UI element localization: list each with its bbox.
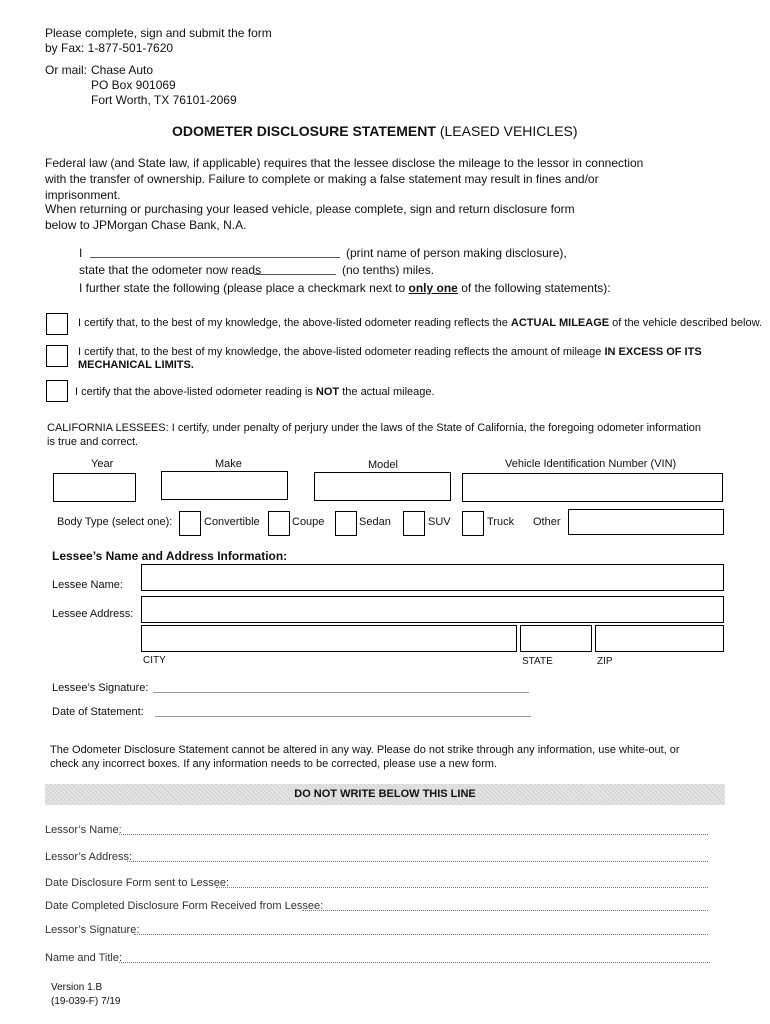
mail-city: Fort Worth, TX 76101-2069 bbox=[91, 93, 237, 107]
certify-excess-bold: IN EXCESS OF ITS MECHANICAL LIMITS. bbox=[78, 346, 702, 371]
print-name-label: (print name of person making disclosure), bbox=[346, 246, 567, 260]
further-post: of the following statements): bbox=[461, 281, 611, 295]
certify-actual-pre: I certify that, to the best of my knowledge, the above-listed odometer reading reflects the bbox=[78, 317, 508, 329]
page-title bbox=[172, 123, 578, 139]
lessee-address-input[interactable] bbox=[141, 596, 724, 623]
mail-label: Or mail: bbox=[45, 63, 87, 77]
lessor-signature-line[interactable] bbox=[134, 934, 708, 935]
date-of-statement-line[interactable] bbox=[155, 716, 531, 717]
lessee-heading: Lessee’s Name and Address Information: bbox=[52, 549, 288, 563]
certify-excess-checkbox[interactable] bbox=[46, 345, 68, 367]
form-code: (19-039-F) 7/19 bbox=[51, 996, 121, 1007]
lessor-signature-label: Lessor’s Signature: bbox=[45, 924, 140, 936]
lessee-zip-input[interactable] bbox=[595, 625, 724, 652]
lessee-name-label: Lessee Name: bbox=[52, 579, 123, 591]
lessor-address-line[interactable] bbox=[127, 861, 708, 862]
make-input[interactable] bbox=[161, 471, 288, 500]
coupe-checkbox[interactable] bbox=[268, 511, 290, 536]
lessee-signature-line[interactable] bbox=[153, 692, 529, 693]
further-state-text bbox=[79, 281, 611, 295]
sedan-checkbox[interactable] bbox=[335, 511, 357, 536]
coupe-label: Coupe bbox=[292, 516, 325, 528]
zip-label: ZIP bbox=[597, 656, 613, 667]
other-input[interactable] bbox=[568, 509, 724, 535]
model-label: Model bbox=[368, 459, 398, 471]
lessor-name-line[interactable] bbox=[119, 834, 708, 835]
odometer-post-text: (no tenths) miles. bbox=[342, 263, 435, 277]
model-input[interactable] bbox=[314, 472, 451, 501]
lessee-state-input[interactable] bbox=[520, 625, 592, 652]
certify-actual-post: of the vehicle described below. bbox=[612, 317, 762, 329]
date-received-label: Date Completed Disclosure Form Received from Lessee: bbox=[45, 900, 324, 912]
lessor-address-label: Lessor’s Address: bbox=[45, 851, 133, 863]
date-of-statement-label: Date of Statement: bbox=[52, 706, 144, 718]
further-emphasis: only one bbox=[408, 281, 458, 295]
city-label: CITY bbox=[143, 655, 166, 666]
truck-label: Truck bbox=[487, 516, 515, 528]
certify-not-actual-pre: I certify that the above-listed odometer reading is bbox=[75, 386, 313, 398]
version-label: Version 1.B bbox=[51, 982, 103, 993]
mail-name: Chase Auto bbox=[91, 63, 154, 77]
do-not-write-label: DO NOT WRITE BELOW THIS LINE bbox=[294, 788, 476, 800]
name-title-label: Name and Title: bbox=[45, 952, 123, 964]
date-sent-line[interactable] bbox=[216, 887, 708, 888]
suv-checkbox[interactable] bbox=[403, 511, 425, 536]
federal-law-text: Federal law (and State law, if applicable) requires that the lessee disclose the mileage to the lessor in connection with the transfer of ownership. Failure to complete or making a false statement may result in fines and/or imprisonment. bbox=[45, 156, 644, 202]
print-name-line[interactable] bbox=[90, 257, 340, 258]
odometer-pre-text: state that the odometer now reads bbox=[79, 263, 262, 277]
certify-actual-text bbox=[78, 317, 762, 329]
date-sent-label: Date Disclosure Form sent to Lessee: bbox=[45, 877, 230, 889]
mail-po-box: PO Box 901069 bbox=[91, 78, 176, 92]
fax-number: by Fax: 1-877-501-7620 bbox=[45, 41, 174, 55]
make-label: Make bbox=[215, 458, 242, 470]
date-received-line[interactable] bbox=[302, 910, 708, 911]
vin-label: Vehicle Identification Number (VIN) bbox=[505, 458, 677, 470]
instructions-line-1: Please complete, sign and submit the form bbox=[45, 26, 272, 40]
year-input[interactable] bbox=[53, 473, 136, 502]
further-pre: I further state the following (please place a checkmark next to bbox=[79, 281, 406, 295]
lessee-address-label: Lessee Address: bbox=[52, 608, 134, 620]
lessee-city-input[interactable] bbox=[141, 625, 517, 652]
certify-not-actual-checkbox[interactable] bbox=[46, 380, 68, 402]
truck-checkbox[interactable] bbox=[462, 511, 484, 536]
certify-actual-checkbox[interactable] bbox=[46, 313, 68, 335]
odometer-reading-line[interactable] bbox=[254, 274, 336, 275]
suv-label: SUV bbox=[428, 516, 451, 528]
certify-not-actual-post: the actual mileage. bbox=[342, 386, 435, 398]
state-label: STATE bbox=[522, 656, 553, 667]
certify-not-actual-bold: NOT bbox=[315, 386, 340, 398]
lessee-signature-label: Lessee’s Signature: bbox=[52, 682, 149, 694]
sedan-label: Sedan bbox=[359, 516, 391, 528]
certify-excess-pre: I certify that, to the best of my knowledge, the above-listed odometer reading reflects the amount of mileage bbox=[78, 346, 602, 358]
year-label: Year bbox=[91, 458, 114, 470]
name-title-line[interactable] bbox=[119, 962, 710, 963]
lessor-name-label: Lessor’s Name: bbox=[45, 824, 122, 836]
vin-input[interactable] bbox=[462, 473, 723, 502]
california-certification: CALIFORNIA LESSEES: I certify, under penalty of perjury under the laws of the State of California, the foregoing odometer information is true and correct. bbox=[47, 422, 702, 448]
certify-not-actual-text bbox=[75, 386, 435, 398]
statement-i: I bbox=[79, 246, 83, 260]
returning-text: When returning or purchasing your leased vehicle, please complete, sign and return disclosure form below to JPMorgan Chase Bank, N.A. bbox=[45, 202, 575, 232]
lessee-name-input[interactable] bbox=[141, 564, 724, 591]
other-label: Other bbox=[533, 516, 561, 528]
certify-actual-bold: ACTUAL MILEAGE bbox=[510, 317, 610, 329]
certify-excess-text bbox=[78, 346, 718, 372]
convertible-label: Convertible bbox=[204, 516, 260, 528]
title-bold: ODOMETER DISCLOSURE STATEMENT bbox=[172, 123, 436, 139]
alteration-notice: The Odometer Disclosure Statement cannot be altered in any way. Please do not strike through any information, use white-out, or check any incorrect boxes. If any information needs to be corrected, please use a new form. bbox=[50, 744, 680, 770]
title-rest: (LEASED VEHICLES) bbox=[439, 123, 578, 139]
convertible-checkbox[interactable] bbox=[179, 511, 201, 536]
body-type-label: Body Type (select one): bbox=[57, 516, 173, 528]
